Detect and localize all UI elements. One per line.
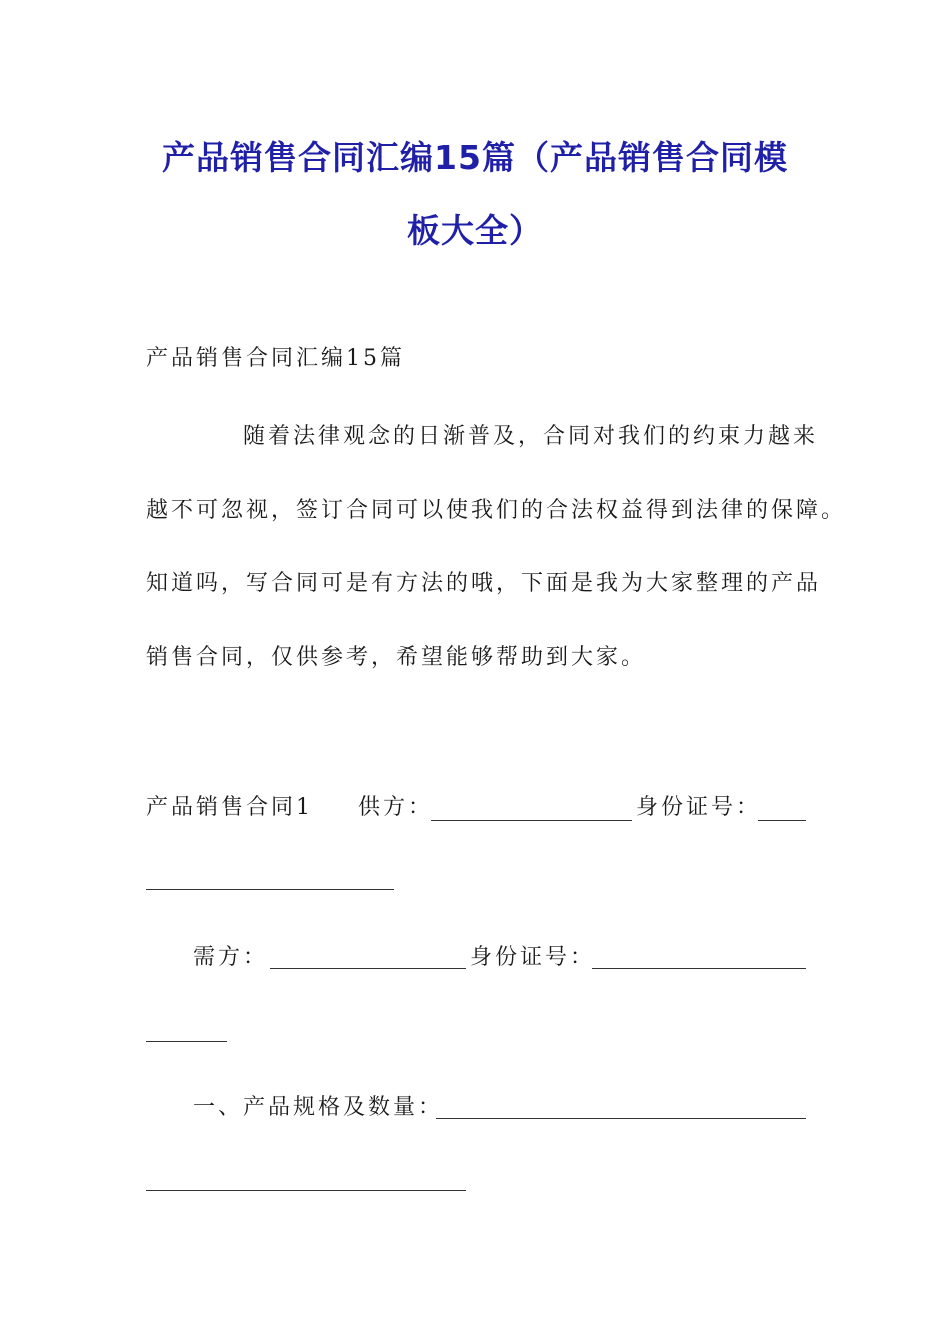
document-title-line-2: 板大全）	[407, 211, 543, 250]
supplier-name-blank	[431, 820, 632, 821]
contract-1-heading: 产品销售合同1	[146, 795, 313, 820]
intro-paragraph-line-1: 随着法律观念的日渐普及，合同对我们的约束力越来	[243, 424, 819, 449]
supplier-id-label: 身份证号：	[636, 795, 762, 820]
document-subtitle: 产品销售合同汇编15篇	[146, 346, 405, 371]
intro-paragraph-line-4: 销售合同，仅供参考，希望能够帮助到大家。	[146, 645, 647, 670]
buyer-name-blank	[270, 968, 466, 969]
intro-paragraph-line-3: 知道吗，写合同可是有方法的哦，下面是我为大家整理的产品	[146, 571, 822, 596]
document-title-line-1: 产品销售合同汇编15篇（产品销售合同模	[162, 138, 788, 177]
item-1-blank-part-2	[146, 1190, 466, 1191]
item-1-label: 一、产品规格及数量：	[193, 1095, 444, 1120]
supplier-label: 供方：	[358, 795, 434, 820]
supplier-id-blank-part-2	[146, 889, 394, 890]
intro-paragraph-line-2: 越不可忽视，签订合同可以使我们的合法权益得到法律的保障。	[146, 498, 847, 523]
buyer-label: 需方：	[193, 945, 269, 970]
buyer-id-label: 身份证号：	[470, 945, 596, 970]
item-1-blank-part-1	[436, 1118, 806, 1119]
buyer-id-blank-part-2	[146, 1041, 227, 1042]
buyer-id-blank-part-1	[592, 968, 806, 969]
supplier-id-blank-part-1	[758, 820, 806, 821]
